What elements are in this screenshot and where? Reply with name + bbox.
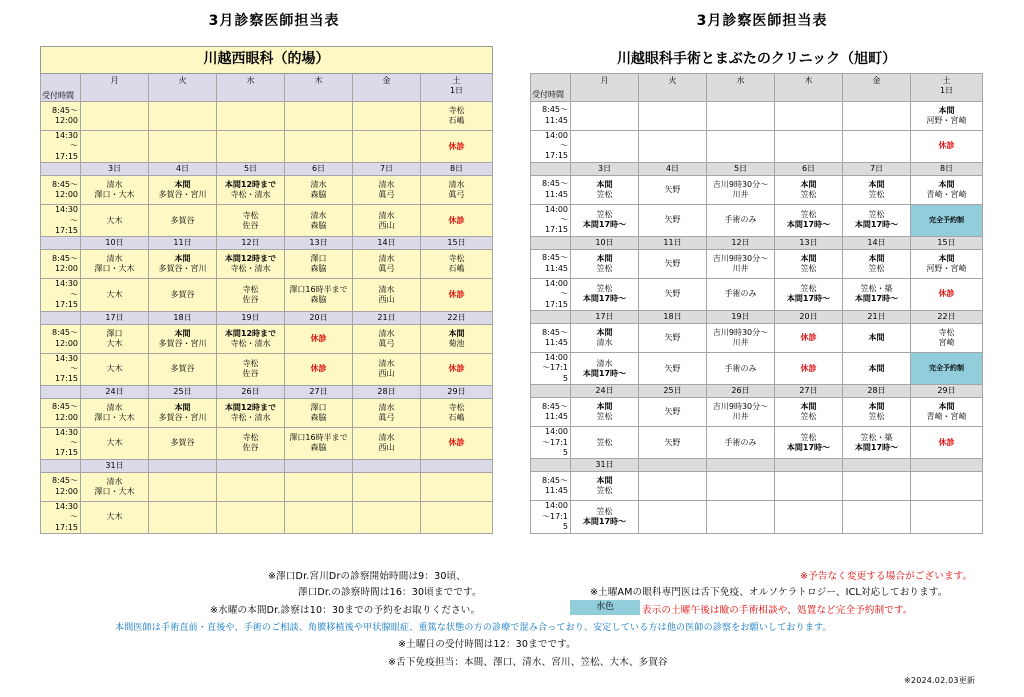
date-cell: 11日	[639, 236, 707, 249]
doctor-cell: 清水 西山	[353, 353, 421, 385]
doctor-cell: 寺松 佐谷	[217, 279, 285, 311]
weekday-header: 月	[571, 73, 639, 101]
doctor-cell: 笠松 本間17時～	[571, 204, 639, 236]
date-cell: 17日	[81, 311, 149, 324]
doctor-cell: 矢野	[639, 175, 707, 204]
doctor-cell	[775, 472, 843, 501]
date-cell: 26日	[217, 385, 285, 398]
doctor-cell: 吉川9時30分～ 川井	[707, 249, 775, 278]
doctor-cell	[707, 101, 775, 130]
date-cell	[775, 459, 843, 472]
doctor-cell: 寺松 石嶋	[421, 398, 493, 427]
date-cell: 10日	[571, 236, 639, 249]
doctor-cell: 澤口16時半まで 森脇	[285, 279, 353, 311]
am-time-cell: 8:45～ 11:45	[531, 324, 571, 353]
doctor-cell: 寺松 石嶋	[421, 102, 493, 131]
date-cell: 14日	[353, 237, 421, 250]
doctor-cell	[639, 501, 707, 533]
doctor-cell: 休診	[911, 130, 983, 162]
am-time-cell: 8:45～ 11:45	[531, 472, 571, 501]
doctor-cell	[149, 102, 217, 131]
doctor-cell: 矢野	[639, 204, 707, 236]
note-6: ※舌下免疫担当：本間、澤口、清水、宮川、笠松、大木、多賀谷	[388, 657, 668, 668]
doctor-cell	[843, 130, 911, 162]
doctor-cell	[217, 131, 285, 163]
color-swatch: 水色	[570, 600, 640, 615]
doctor-cell: 多賀谷	[149, 205, 217, 237]
doctor-cell: 完全予約制	[911, 204, 983, 236]
doctor-cell: 手術のみ	[707, 427, 775, 459]
doctor-cell: 矢野	[639, 427, 707, 459]
doctor-cell	[353, 131, 421, 163]
date-cell: 8日	[421, 163, 493, 176]
date-cell	[149, 459, 217, 472]
date-cell: 25日	[149, 385, 217, 398]
doctor-cell: 本間 笠松	[843, 175, 911, 204]
doctor-cell: 清水 澤口・大木	[81, 398, 149, 427]
doctor-cell: 笠松	[571, 427, 639, 459]
note-4: 本間医師は手術直前・直後や、手術のご相談、角膜移植後や甲状腺眼症、重篤な状態の方の診療で混み合っており、安定している方は他の医師の診察をお願いしております。	[115, 623, 832, 633]
am-time-cell: 8:45～ 11:45	[531, 175, 571, 204]
date-cell: 20日	[775, 311, 843, 324]
doctor-cell	[775, 130, 843, 162]
date-cell: 29日	[421, 385, 493, 398]
doctor-cell: 矢野	[639, 324, 707, 353]
pm-time-cell: 14:30 ～ 17:15	[41, 353, 81, 385]
doctor-cell	[421, 501, 493, 533]
date-cell: 19日	[217, 311, 285, 324]
doctor-cell: 笠松 本間17時～	[775, 278, 843, 310]
am-time-cell: 8:45～ 12:00	[41, 250, 81, 279]
update-date: ※2024.02.03更新	[904, 676, 976, 685]
doctor-cell	[149, 501, 217, 533]
doctor-cell	[775, 101, 843, 130]
right-schedule-table	[530, 46, 983, 534]
date-cell: 4日	[639, 162, 707, 175]
pm-time-cell: 14:00 ～ 17:15	[531, 204, 571, 236]
doctor-cell: 本間 多賀谷・宮川	[149, 176, 217, 205]
date-cell: 5日	[707, 162, 775, 175]
doctor-cell: 本間 笠松	[843, 398, 911, 427]
reception-label: 受付時間	[531, 73, 571, 101]
doctor-cell	[639, 130, 707, 162]
doctor-cell: 本間 河野・宮崎	[911, 101, 983, 130]
date-cell: 14日	[843, 236, 911, 249]
doctor-cell: 本間 笠松	[775, 175, 843, 204]
doctor-cell	[353, 472, 421, 501]
note-change: ※予告なく変更する場合がございます。	[800, 571, 973, 582]
date-cell: 28日	[353, 385, 421, 398]
date-cell: 11日	[149, 237, 217, 250]
date-cell: 24日	[81, 385, 149, 398]
doctor-cell: 大木	[81, 427, 149, 459]
date-cell: 12日	[217, 237, 285, 250]
doctor-cell: 多賀谷	[149, 353, 217, 385]
doctor-cell: 吉川9時30分～ 川井	[707, 324, 775, 353]
doctor-cell	[707, 472, 775, 501]
right-title: 3月診察医師担当表	[696, 13, 828, 29]
doctor-cell: 多賀谷	[149, 279, 217, 311]
weekday-header: 土 1日	[911, 73, 983, 101]
doctor-cell: 清水 澤口・大木	[81, 250, 149, 279]
doctor-cell	[639, 101, 707, 130]
pm-time-cell: 14:00 ～17:1 5	[531, 427, 571, 459]
doctor-cell: 本間 笠松	[571, 175, 639, 204]
weekday-header: 月	[81, 74, 149, 102]
doctor-cell	[911, 501, 983, 533]
doctor-cell: 大木	[81, 353, 149, 385]
doctor-cell	[217, 102, 285, 131]
date-cell: 25日	[639, 385, 707, 398]
am-time-cell: 8:45～ 12:00	[41, 398, 81, 427]
am-time-cell: 8:45～ 11:45	[531, 249, 571, 278]
date-cell	[911, 459, 983, 472]
doctor-cell	[843, 101, 911, 130]
doctor-cell: 休診	[421, 353, 493, 385]
date-cell: 17日	[571, 311, 639, 324]
weekday-header: 木	[775, 73, 843, 101]
date-cell: 3日	[81, 163, 149, 176]
doctor-cell	[81, 131, 149, 163]
date-cell: 6日	[285, 163, 353, 176]
date-cell: 24日	[571, 385, 639, 398]
am-time-cell: 8:45～ 11:45	[531, 101, 571, 130]
doctor-cell: 寺松 石嶋	[421, 250, 493, 279]
doctor-cell: 休診	[775, 353, 843, 385]
doctor-cell: 本間 多賀谷・宮川	[149, 324, 217, 353]
doctor-cell: 清水 眞弓	[353, 398, 421, 427]
doctor-cell: 休診	[911, 278, 983, 310]
doctor-cell: 笠松 本間17時～	[775, 427, 843, 459]
doctor-cell: 清水 本間17時～	[571, 353, 639, 385]
doctor-cell: 吉川9時30分～ 川井	[707, 398, 775, 427]
doctor-cell: 本間 笠松	[775, 398, 843, 427]
doctor-cell: 休診	[285, 353, 353, 385]
date-cell: 7日	[843, 162, 911, 175]
doctor-cell	[843, 472, 911, 501]
note-2: 澤口Dr.の診察時間は16：30頃までです。	[298, 587, 482, 598]
date-cell: 21日	[843, 311, 911, 324]
date-cell: 28日	[843, 385, 911, 398]
weekday-header: 土 1日	[421, 74, 493, 102]
weekday-header: 水	[217, 74, 285, 102]
date-cell: 4日	[149, 163, 217, 176]
date-cell	[843, 459, 911, 472]
doctor-cell: 大木	[81, 279, 149, 311]
doctor-cell: 休診	[421, 205, 493, 237]
doctor-cell: 本間12時まで 寺松・清水	[217, 176, 285, 205]
doctor-cell: 本間	[843, 324, 911, 353]
doctor-cell	[353, 102, 421, 131]
doctor-cell: 寺松 佐谷	[217, 205, 285, 237]
doctor-cell: 大木	[81, 205, 149, 237]
doctor-cell: 手術のみ	[707, 204, 775, 236]
date-cell	[421, 459, 493, 472]
date-cell: 8日	[911, 162, 983, 175]
note-1: ※澤口Dr.宮川Drの診察開始時間は9：30頃、	[268, 571, 466, 582]
doctor-cell: 清水 眞弓	[353, 176, 421, 205]
doctor-cell: 本間 多賀谷・宮川	[149, 398, 217, 427]
doctor-cell	[707, 130, 775, 162]
doctor-cell	[911, 472, 983, 501]
weekday-header: 水	[707, 73, 775, 101]
date-cell: 27日	[285, 385, 353, 398]
doctor-cell: 寺松 宮崎	[911, 324, 983, 353]
doctor-cell: 本間 笠松	[571, 249, 639, 278]
date-cell: 22日	[421, 311, 493, 324]
doctor-cell: 本間 笠松	[571, 472, 639, 501]
note-3: ※水曜の本間Dr.診察は10：30までの予約をお取りください。	[210, 605, 481, 616]
date-cell	[707, 459, 775, 472]
date-cell: 12日	[707, 236, 775, 249]
doctor-cell: 本間 河野・宮崎	[911, 249, 983, 278]
doctor-cell: 笠松・築 本間17時～	[843, 427, 911, 459]
date-cell: 13日	[285, 237, 353, 250]
doctor-cell: 清水 森脇	[285, 176, 353, 205]
doctor-cell: 休診	[911, 427, 983, 459]
doctor-cell	[285, 131, 353, 163]
doctor-cell	[285, 501, 353, 533]
doctor-cell: 本間 青崎・宮崎	[911, 175, 983, 204]
pm-time-cell: 14:30 ～ 17:15	[41, 501, 81, 533]
pm-time-cell: 14:30 ～ 17:15	[41, 427, 81, 459]
date-cell: 6日	[775, 162, 843, 175]
doctor-cell: 矢野	[639, 398, 707, 427]
doctor-cell: 清水 澤口・大木	[81, 176, 149, 205]
doctor-cell: 休診	[285, 324, 353, 353]
clinic-name: 川越西眼科（的場）	[41, 47, 493, 74]
am-time-cell: 8:45～ 12:00	[41, 324, 81, 353]
date-cell: 22日	[911, 311, 983, 324]
date-cell: 19日	[707, 311, 775, 324]
date-cell: 18日	[639, 311, 707, 324]
doctor-cell: 清水 西山	[353, 279, 421, 311]
date-cell: 15日	[421, 237, 493, 250]
doctor-cell: 本間 清水	[571, 324, 639, 353]
date-cell: 3日	[571, 162, 639, 175]
doctor-cell: 本間 笠松	[843, 249, 911, 278]
doctor-cell	[571, 101, 639, 130]
date-cell: 10日	[81, 237, 149, 250]
date-cell: 26日	[707, 385, 775, 398]
doctor-cell: 休診	[421, 131, 493, 163]
left-title: 3月診察医師担当表	[208, 13, 340, 29]
pm-time-cell: 14:30 ～ 17:15	[41, 131, 81, 163]
am-time-cell: 8:45～ 11:45	[531, 398, 571, 427]
doctor-cell: 澤口 森脇	[285, 398, 353, 427]
doctor-cell: 笠松 本間17時～	[775, 204, 843, 236]
doctor-cell: 本間 青崎・宮崎	[911, 398, 983, 427]
doctor-cell: 本間	[843, 353, 911, 385]
doctor-cell: 寺松 佐谷	[217, 353, 285, 385]
date-cell: 31日	[81, 459, 149, 472]
weekday-header: 金	[353, 74, 421, 102]
doctor-cell: 笠松 本間17時～	[571, 278, 639, 310]
doctor-cell: 清水 眞弓	[353, 324, 421, 353]
doctor-cell: 笠松 本間17時～	[843, 204, 911, 236]
doctor-cell: 笠松 本間17時～	[571, 501, 639, 533]
doctor-cell: 清水 澤口・大木	[81, 472, 149, 501]
doctor-cell: 澤口 森脇	[285, 250, 353, 279]
date-cell	[285, 459, 353, 472]
weekday-header: 木	[285, 74, 353, 102]
clinic-name: 川越眼科手術とまぶたのクリニック（旭町）	[531, 46, 983, 73]
doctor-cell: 笠松・築 本間17時～	[843, 278, 911, 310]
weekday-header: 火	[639, 73, 707, 101]
doctor-cell	[639, 472, 707, 501]
doctor-cell	[353, 501, 421, 533]
doctor-cell: 矢野	[639, 249, 707, 278]
doctor-cell: 完全予約制	[911, 353, 983, 385]
doctor-cell: 澤口 大木	[81, 324, 149, 353]
doctor-cell: 清水 西山	[353, 205, 421, 237]
doctor-cell: 大木	[81, 501, 149, 533]
date-cell: 31日	[571, 459, 639, 472]
doctor-cell: 本間 菊池	[421, 324, 493, 353]
weekday-header: 火	[149, 74, 217, 102]
doctor-cell	[775, 501, 843, 533]
date-cell: 15日	[911, 236, 983, 249]
date-cell: 20日	[285, 311, 353, 324]
pm-time-cell: 14:00 ～17:1 5	[531, 353, 571, 385]
doctor-cell: 矢野	[639, 353, 707, 385]
doctor-cell	[217, 501, 285, 533]
doctor-cell	[843, 501, 911, 533]
doctor-cell: 本間12時まで 寺松・清水	[217, 250, 285, 279]
pm-time-cell: 14:00 ～ 17:15	[531, 278, 571, 310]
doctor-cell: 清水 森脇	[285, 205, 353, 237]
doctor-cell: 矢野	[639, 278, 707, 310]
doctor-cell	[285, 102, 353, 131]
pm-time-cell: 14:00 ～ 17:15	[531, 130, 571, 162]
date-cell	[639, 459, 707, 472]
doctor-cell: 澤口16時半まで 森脇	[285, 427, 353, 459]
note-saturday: ※土曜AMの眼科専門医は舌下免疫、オルソケラトロジー、ICL対応しております。	[590, 587, 948, 598]
am-time-cell: 8:45～ 12:00	[41, 176, 81, 205]
doctor-cell: 多賀谷	[149, 427, 217, 459]
doctor-cell: 清水 眞弓	[353, 250, 421, 279]
doctor-cell: 本間 笠松	[775, 249, 843, 278]
date-cell	[217, 459, 285, 472]
date-cell: 13日	[775, 236, 843, 249]
date-cell: 27日	[775, 385, 843, 398]
doctor-cell: 清水 西山	[353, 427, 421, 459]
doctor-cell: 寺松 佐谷	[217, 427, 285, 459]
date-cell: 18日	[149, 311, 217, 324]
doctor-cell	[217, 472, 285, 501]
doctor-cell: 休診	[421, 427, 493, 459]
am-time-cell: 8:45～ 12:00	[41, 102, 81, 131]
am-time-cell: 8:45～ 12:00	[41, 472, 81, 501]
date-cell: 29日	[911, 385, 983, 398]
doctor-cell	[285, 472, 353, 501]
doctor-cell: 手術のみ	[707, 353, 775, 385]
doctor-cell: 本間 多賀谷・宮川	[149, 250, 217, 279]
note-reservation: 表示の土曜午後は瞼の手術相談や、処置など完全予約制です。	[642, 605, 913, 616]
doctor-cell	[81, 102, 149, 131]
doctor-cell: 本間12時まで 寺松・清水	[217, 324, 285, 353]
note-5: ※土曜日の受付時間は12：30までです。	[398, 639, 576, 650]
pm-time-cell: 14:00 ～17:1 5	[531, 501, 571, 533]
doctor-cell: 本間12時まで 寺松・清水	[217, 398, 285, 427]
date-cell: 7日	[353, 163, 421, 176]
doctor-cell: 休診	[421, 279, 493, 311]
date-cell: 5日	[217, 163, 285, 176]
reception-label: 受付時間	[41, 74, 81, 102]
doctor-cell	[149, 472, 217, 501]
doctor-cell: 休診	[775, 324, 843, 353]
doctor-cell	[571, 130, 639, 162]
date-cell	[353, 459, 421, 472]
doctor-cell: 本間 笠松	[571, 398, 639, 427]
doctor-cell: 吉川9時30分～ 川井	[707, 175, 775, 204]
date-cell: 21日	[353, 311, 421, 324]
doctor-cell	[149, 131, 217, 163]
doctor-cell	[707, 501, 775, 533]
left-schedule-table	[40, 46, 493, 534]
doctor-cell: 手術のみ	[707, 278, 775, 310]
weekday-header: 金	[843, 73, 911, 101]
pm-time-cell: 14:30 ～ 17:15	[41, 279, 81, 311]
pm-time-cell: 14:30 ～ 17:15	[41, 205, 81, 237]
doctor-cell	[421, 472, 493, 501]
doctor-cell: 清水 眞弓	[421, 176, 493, 205]
